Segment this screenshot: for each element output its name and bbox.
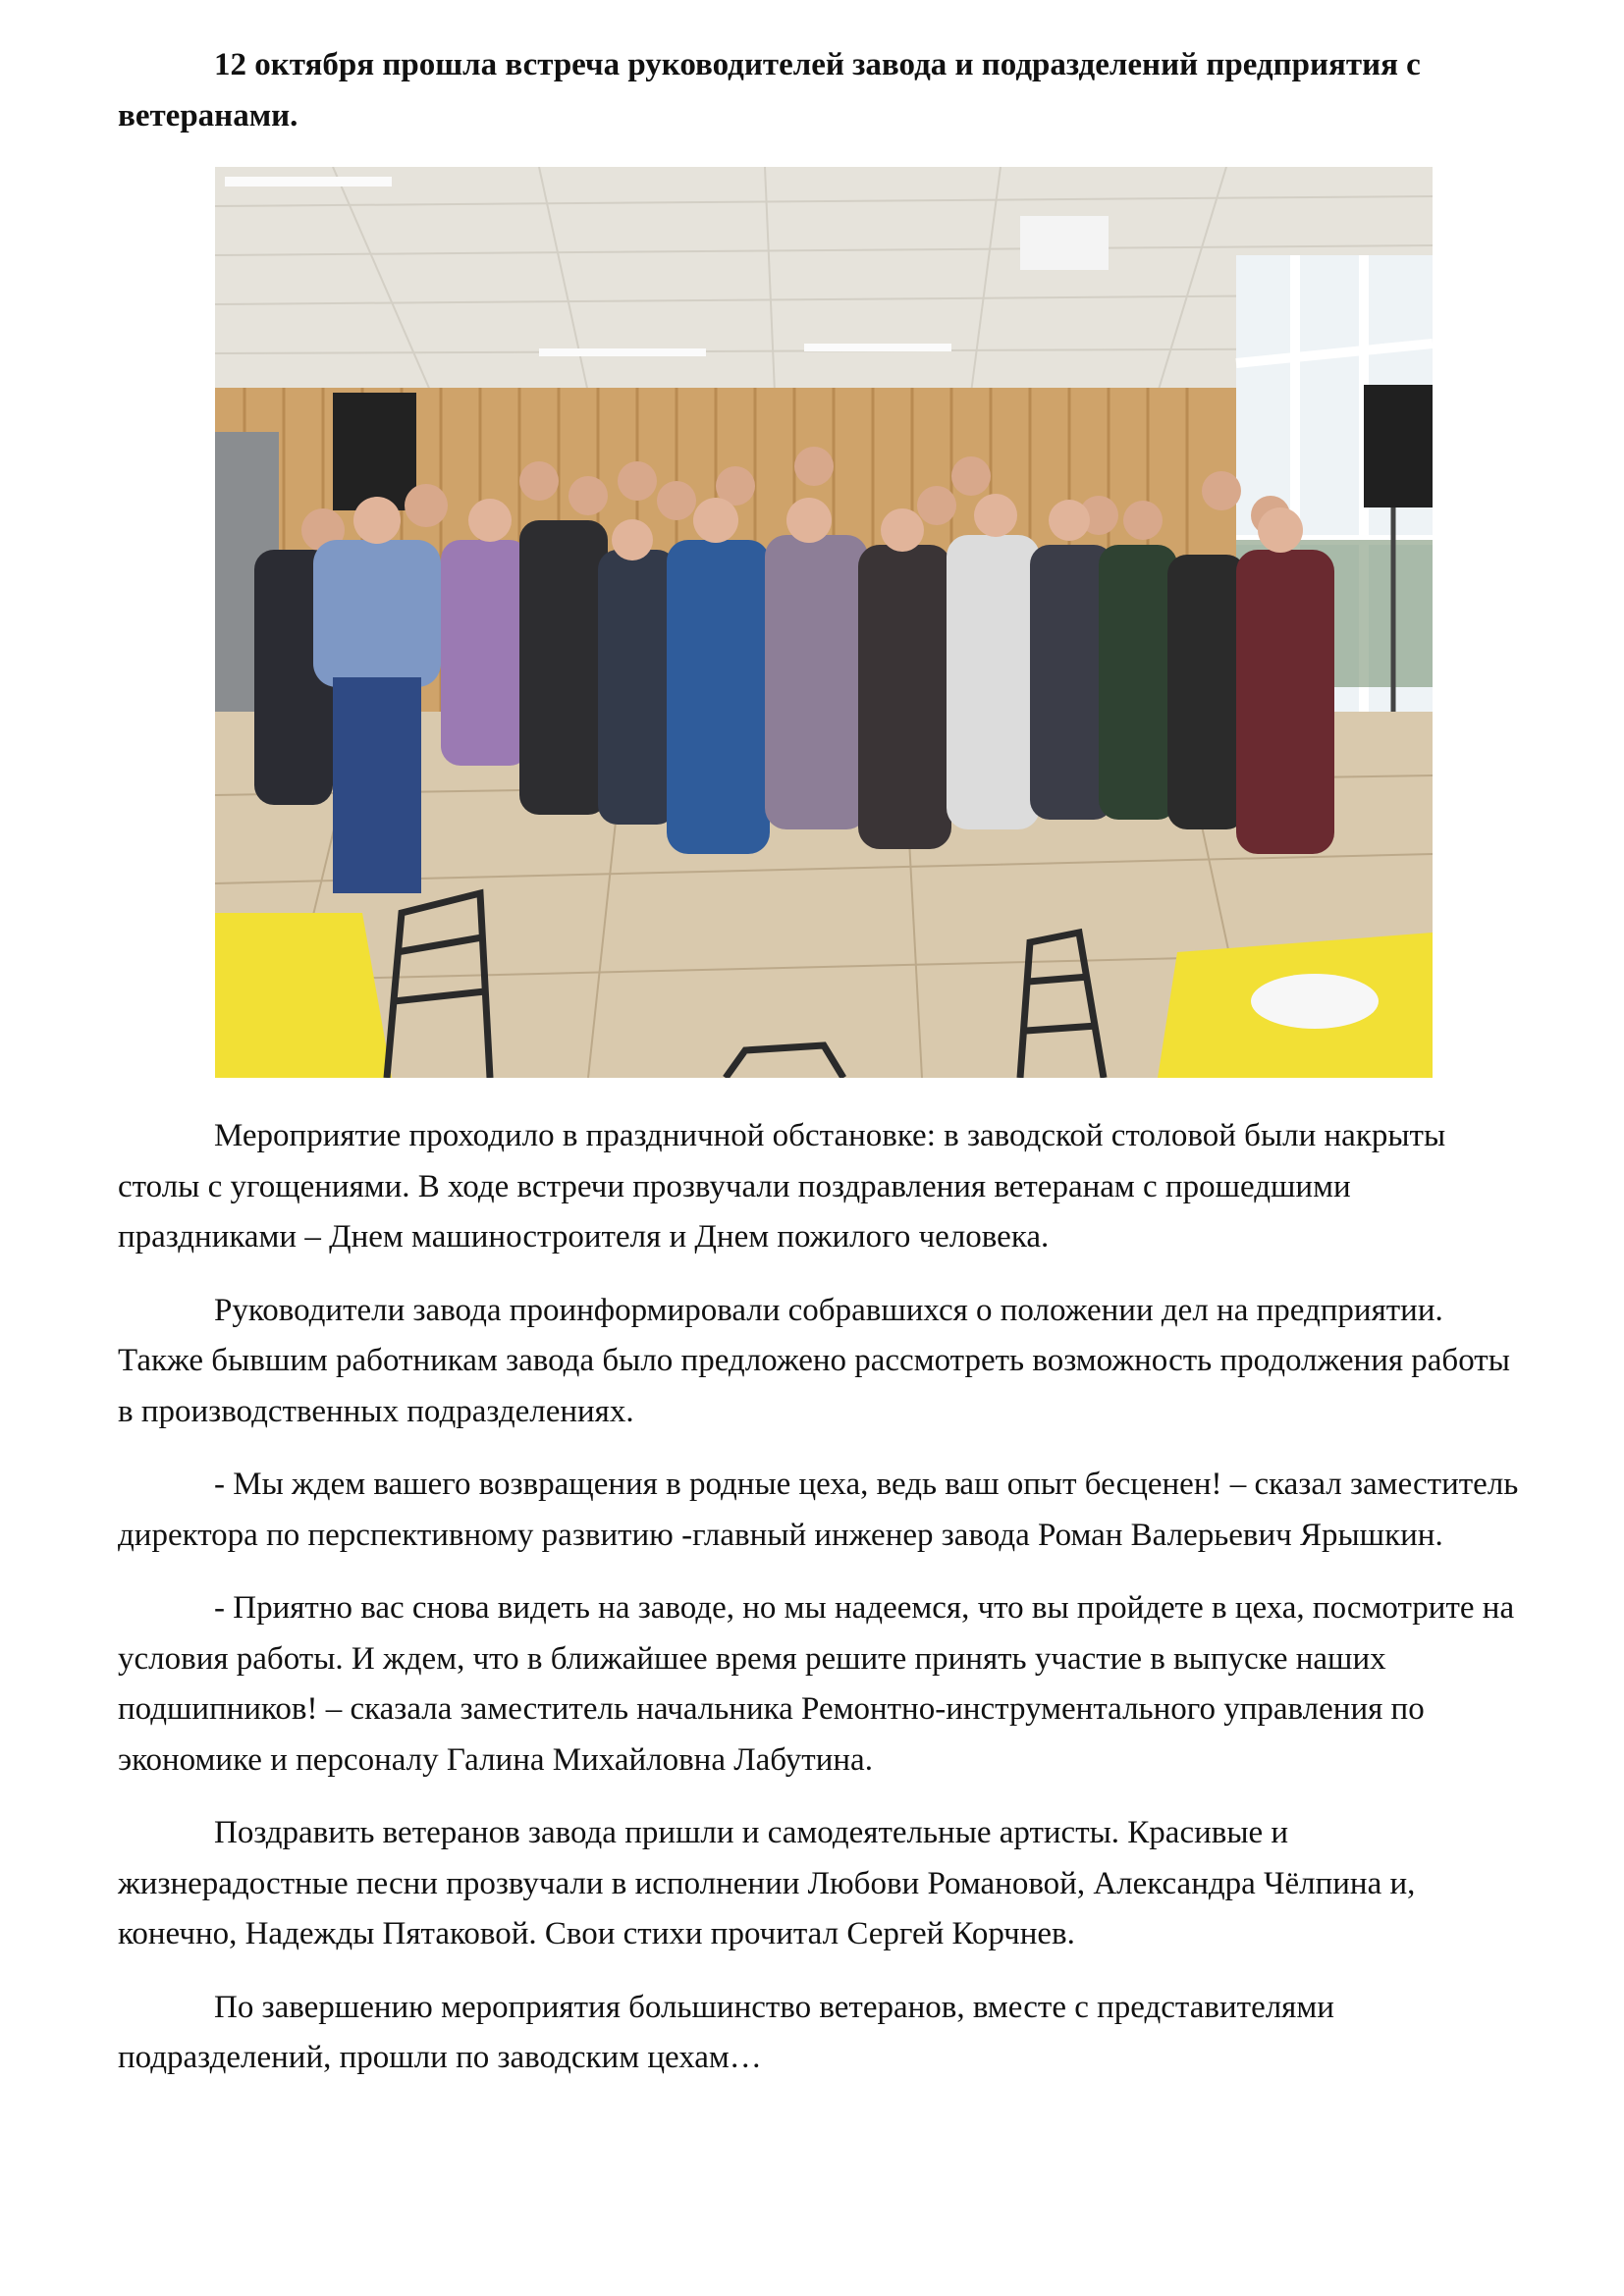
paragraph: - Мы ждем вашего возвращения в родные цеха, ведь ваш опыт бесценен! – сказал заместитель директора по перспективному развитию -главный инженер завода Роман Валерьевич Ярышкин. bbox=[118, 1467, 1519, 1553]
paragraph: Поздравить ветеранов завода пришли и самодеятельные артисты. Красивые и жизнерадостные песни прозвучали в исполнении Любови Романовой, Александра Чёлпина и, конечно, Надежды Пятаковой. Свои стихи прочитал Сергей Корчнев. bbox=[118, 1815, 1416, 1951]
paragraph: Мероприятие проходило в праздничной обстановке: в заводской столовой были накрыты столы с угощениями. В ходе встречи прозвучали поздравления ветеранам с прошедшими праздниками – Днем машиностроителя и Днем пожилого человека. bbox=[118, 1118, 1446, 1255]
group-photo bbox=[215, 167, 1433, 1078]
headline: 12 октября прошла встреча руководителей завода и подразделений предприятия с ветеранами. bbox=[118, 47, 1421, 133]
photo-table-left bbox=[215, 913, 392, 1078]
paragraph: По завершению мероприятия большинство ветеранов, вместе с представителями подразделений, прошли по заводским цехам… bbox=[118, 1989, 1334, 2075]
paragraph: Руководители завода проинформировали собравшихся о положении дел на предприятии. Также бывшим работникам завода было предложено рассмотреть возможность продолжения работы в производственных подразделениях. bbox=[118, 1292, 1510, 1429]
article-body bbox=[118, 1111, 1522, 2107]
paragraph: - Приятно вас снова видеть на заводе, но мы надеемся, что вы пройдете в цеха, посмотрите на условия работы. И ждем, что в ближайшее время решите принять участие в выпуске наших подшипников! – сказала заместитель начальника Ремонтно-инструментального управления по экономике и персоналу Галина Михайловна Лабутина. bbox=[118, 1590, 1515, 1778]
